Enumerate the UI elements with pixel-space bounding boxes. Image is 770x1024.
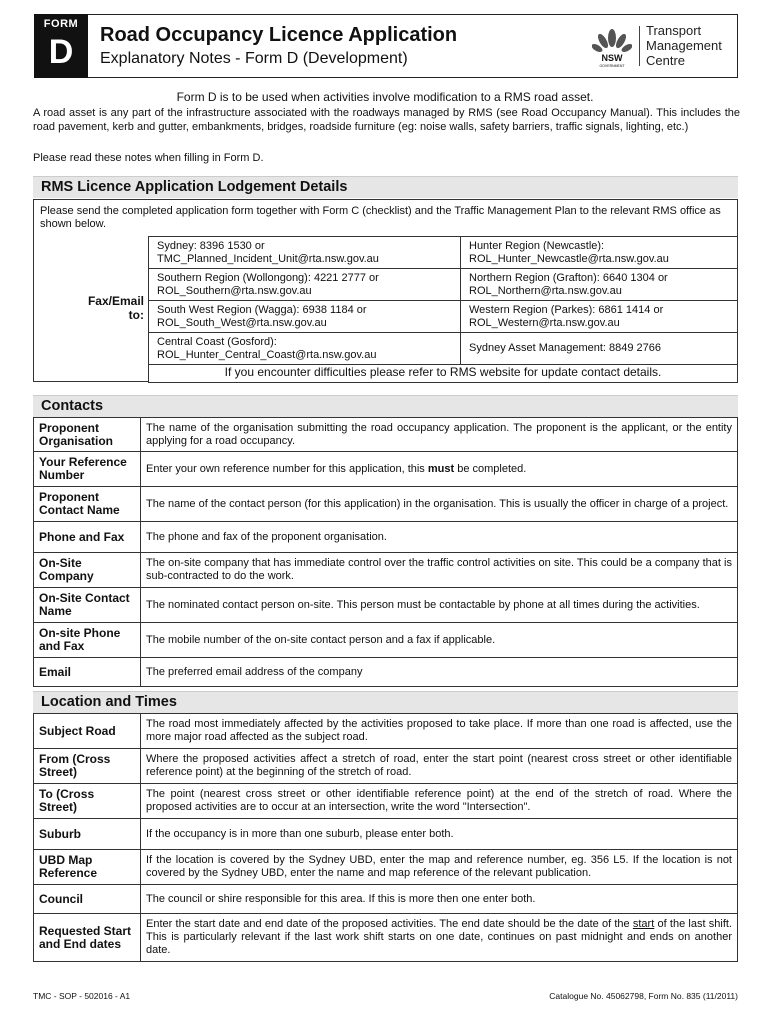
- svg-text:GOVERNMENT: GOVERNMENT: [599, 64, 625, 68]
- row-text-part: of the last shift. This is particularly relevant if the last work shift starts on one date, continues on past midnight and ends on another date.: [146, 918, 732, 956]
- row-text-emphasis: start: [632, 918, 655, 930]
- row-label: Email: [34, 658, 141, 687]
- intro-line-1: Form D is to be used when activities involve modification to a RMS road asset.: [176, 90, 594, 104]
- office-cell: [149, 301, 461, 333]
- office-name: Sydney Asset Management: 8849 2766: [469, 342, 662, 354]
- section-header-lodgement: [33, 176, 738, 198]
- row-text: The preferred email address of the company: [141, 658, 738, 687]
- office-name: Sydney: 8396 1530 or: [157, 239, 265, 252]
- row-text: [141, 452, 738, 487]
- table-row: [34, 784, 738, 819]
- office-cell: [461, 237, 738, 269]
- table-row: [149, 333, 738, 365]
- office-name: Northern Region (Grafton): 6640 1304 or: [469, 271, 668, 284]
- form-badge-label: FORM: [43, 18, 79, 30]
- office-cell: [149, 269, 461, 301]
- row-text: The mobile number of the on-site contact person and a fax if applicable.: [141, 623, 738, 658]
- row-text-part: be completed.: [454, 462, 527, 475]
- row-text: The road most immediately affected by the activities proposed to take place. If more than one road is affected, use the more major road affected as the subject road.: [141, 714, 738, 749]
- table-row: [149, 301, 738, 333]
- row-text: If the occupancy is in more than one suburb, please enter both.: [141, 819, 738, 850]
- row-label: From (Cross Street): [34, 749, 141, 784]
- office-name: Western Region (Parkes): 6861 1414 or: [469, 303, 664, 316]
- table-row: [34, 623, 738, 658]
- office-table: [148, 236, 738, 365]
- table-row: [34, 850, 738, 885]
- table-row: [34, 714, 738, 749]
- page-title: Road Occupancy Licence Application: [100, 24, 458, 46]
- table-row: [34, 522, 738, 553]
- office-cell: [461, 269, 738, 301]
- intro-paragraph: A road asset is any part of the infrastructure associated with the roadways managed by RMS (see Road Occupancy Manual). This includes the road pavement, kerb and gutter, embankments, bridges, roadside furniture (eg: noise walls, safety barriers, traffic signals, lighting, etc.): [33, 107, 740, 133]
- row-label: UBD Map Reference: [34, 850, 141, 885]
- table-row: [34, 418, 738, 452]
- office-name: Central Coast (Gosford):: [157, 335, 277, 348]
- row-text: The council or shire responsible for this area. If this is more then one enter both.: [141, 885, 738, 914]
- row-text: Where the proposed activities affect a stretch of road, enter the start point (nearest cross street or other identifiable reference point) at the beginning of the stretch of road.: [141, 749, 738, 784]
- fax-email-label: [60, 294, 144, 322]
- row-text: If the location is covered by the Sydney UBD, enter the map and reference number, eg. 356 L5. If the location is not covered by the Sydney UBD, enter the name and map reference of the relevant publication.: [141, 850, 738, 885]
- row-label: Your Reference Number: [34, 452, 141, 487]
- footer-catalogue-number: Catalogue No. 45062798, Form No. 835 (11/2011): [549, 991, 738, 1001]
- table-row: [34, 819, 738, 850]
- row-text-emphasis: must: [427, 462, 455, 475]
- office-email: ROL_Southern@rta.nsw.gov.au: [157, 284, 312, 297]
- row-label: Council: [34, 885, 141, 914]
- office-name: Hunter Region (Newcastle):: [469, 239, 605, 252]
- office-email: ROL_Western@rta.nsw.gov.au: [469, 316, 620, 329]
- logo-text: [646, 23, 722, 68]
- tmc-logo: [592, 22, 734, 70]
- office-email: ROL_Hunter_Central_Coast@rta.nsw.gov.au: [157, 348, 377, 361]
- office-cell: [461, 301, 738, 333]
- row-label: Subject Road: [34, 714, 141, 749]
- row-label: On-Site Company: [34, 553, 141, 588]
- contacts-table: [33, 417, 738, 687]
- row-label: On-Site Contact Name: [34, 588, 141, 623]
- row-label: Suburb: [34, 819, 141, 850]
- office-email: ROL_Hunter_Newcastle@rta.nsw.gov.au: [469, 252, 669, 265]
- lodgement-footer: If you encounter difficulties please refer to RMS website for update contact details.: [148, 362, 738, 383]
- row-text: The phone and fax of the proponent organisation.: [141, 522, 738, 553]
- office-cell: [461, 333, 738, 365]
- section-title: RMS Licence Application Lodgement Details: [41, 179, 348, 195]
- row-text: The name of the contact person (for this application) in the organisation. This is usually the officer in charge of a project.: [141, 487, 738, 522]
- table-row: [34, 658, 738, 687]
- table-row: [34, 885, 738, 914]
- office-cell: [149, 333, 461, 365]
- row-label: Proponent Contact Name: [34, 487, 141, 522]
- row-text-part: Enter the start date and end date of the proposed activities. The end date should be the date of the: [146, 918, 633, 930]
- section-title: Contacts: [41, 398, 104, 414]
- table-row: [34, 588, 738, 623]
- location-table: [33, 713, 738, 962]
- row-label: Requested Start and End dates: [34, 914, 141, 962]
- form-badge: [34, 14, 88, 78]
- lodgement-intro: Please send the completed application form together with Form C (checklist) and the Traffic Management Plan to the relevant RMS office as shown below.: [33, 199, 738, 236]
- row-label: On-site Phone and Fax: [34, 623, 141, 658]
- table-row: [149, 237, 738, 269]
- row-text: The point (nearest cross street or other identifiable reference point) at the end of the stretch of road. Where the proposed activities are to occur at an intersection, write the word "Intersection".: [141, 784, 738, 819]
- intro-note: Please read these notes when filling in Form D.: [33, 152, 264, 164]
- row-text: The on-site company that has immediate control over the traffic control activities on site. This could be a company that is sub-contracted to do the work.: [141, 553, 738, 588]
- office-name: South West Region (Wagga): 6938 1184 or: [157, 303, 367, 316]
- office-email: TMC_Planned_Incident_Unit@rta.nsw.gov.au: [157, 252, 379, 265]
- section-title: Location and Times: [41, 694, 177, 710]
- table-row: [149, 269, 738, 301]
- row-text: The nominated contact person on-site. This person must be contactable by phone at all times during the activities.: [141, 588, 738, 623]
- office-cell: [149, 237, 461, 269]
- fax-email-label-line: Fax/Email: [87, 294, 144, 308]
- row-text: [141, 914, 738, 962]
- table-row: [34, 452, 738, 487]
- office-email: ROL_South_West@rta.nsw.gov.au: [157, 316, 327, 329]
- logo-line: Transport: [646, 23, 702, 38]
- row-text-part: Enter your own reference number for this application, this: [146, 462, 428, 475]
- svg-text:NSW: NSW: [601, 53, 623, 63]
- page-subtitle: Explanatory Notes - Form D (Development): [100, 50, 408, 67]
- table-row: [34, 553, 738, 588]
- nsw-waratah-icon: [592, 24, 632, 68]
- office-email: ROL_Northern@rta.nsw.gov.au: [469, 284, 622, 297]
- footer-document-code: TMC - SOP - 502016 - A1: [33, 991, 131, 1001]
- table-row: [34, 914, 738, 962]
- table-row: [34, 749, 738, 784]
- row-text: The name of the organisation submitting the road occupancy application. The proponent is the applicant, or the entity applying for a road occupancy.: [141, 418, 738, 452]
- logo-line: Management: [646, 38, 722, 53]
- logo-line: Centre: [646, 53, 686, 68]
- fax-email-label-line: to:: [128, 308, 144, 322]
- form-badge-letter: D: [48, 33, 74, 71]
- section-header-contacts: [33, 395, 738, 417]
- section-header-location: [33, 691, 738, 713]
- logo-divider: [639, 26, 640, 66]
- row-label: Phone and Fax: [34, 522, 141, 553]
- table-row: [34, 487, 738, 522]
- row-label: Proponent Organisation: [34, 418, 141, 452]
- row-label: To (Cross Street): [34, 784, 141, 819]
- office-name: Southern Region (Wollongong): 4221 2777 or: [157, 271, 379, 284]
